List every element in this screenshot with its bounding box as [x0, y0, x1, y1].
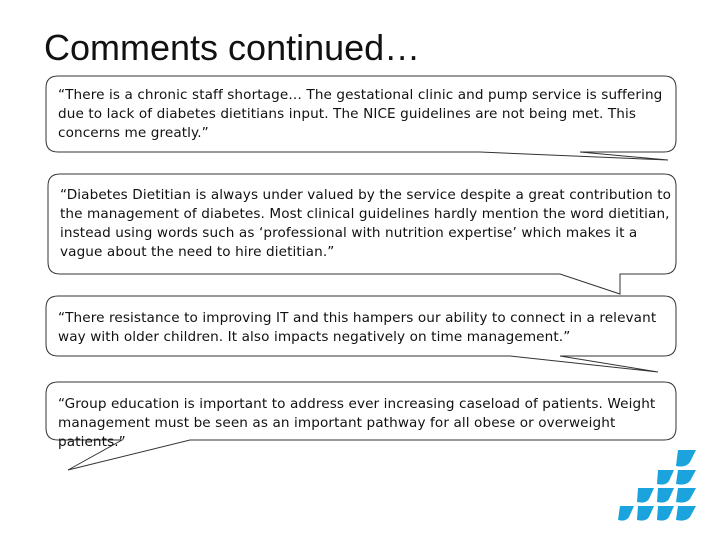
comment-text-3: “There resistance to improving IT and this hampers our ability to connect in a relevant way with older children. It also impacts negatively on time management.”	[58, 310, 657, 345]
comment-text-4: “Group education is important to address ever increasing caseload of patients. Weight management must be seen as an important pathway for all obese or overweight patients.”	[58, 396, 656, 450]
comment-text-1: “There is a chronic staff shortage… The gestational clinic and pump service is suffering due to lack of diabetes dietitians input. The NICE guidelines are not being met. This concerns me greatly.”	[58, 87, 663, 141]
logo-icon	[616, 448, 700, 524]
page-title: Comments continued…	[44, 27, 421, 68]
comment-text-2: “Diabetes Dietitian is always under valued by the service despite a great contribution to the management of diabetes. Most clinical guidelines hardly mention the word dietitian, instead using words such as ‘professional with nutrition expertise’ which makes it a vague about the need to hire dietitian.”	[60, 187, 672, 260]
